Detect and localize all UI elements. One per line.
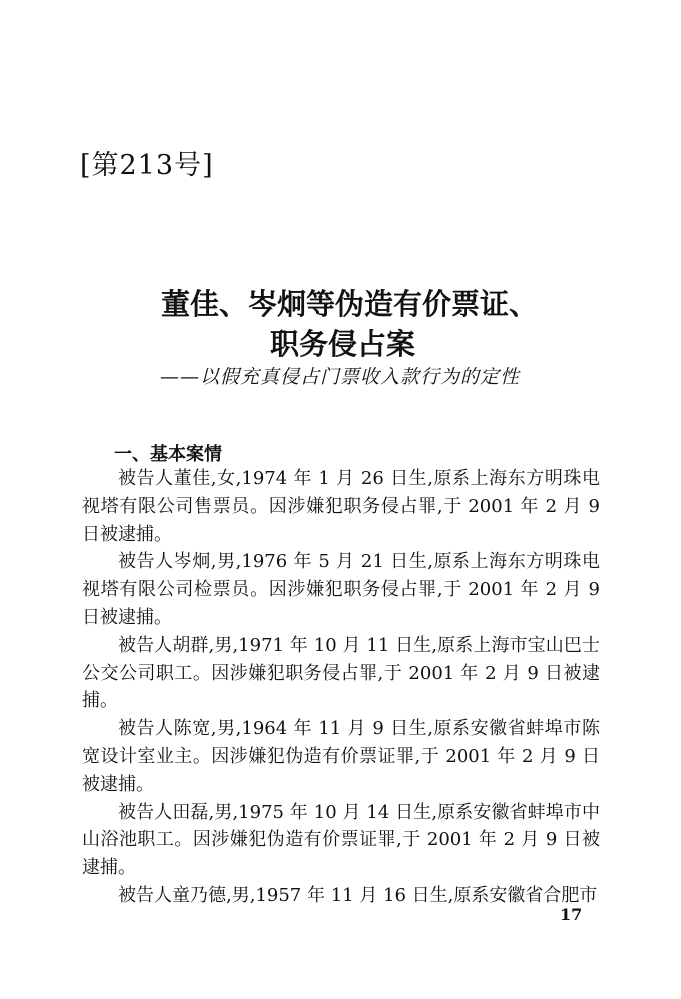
case-subtitle: ——以假充真侵占门票收入款行为的定性	[160, 366, 521, 388]
paragraph-defendant-cen: 被告人岑炯,男,1976 年 5 月 21 日生,原系上海东方明珠电视塔有限公司检票员。因涉嫌犯职务侵占罪,于 2001 年 2 月 9 日被逮捕。	[82, 551, 600, 628]
paragraph-defendant-hu: 被告人胡群,男,1971 年 10 月 11 日生,原系上海市宝山巴士公交公司职工。因涉嫌犯职务侵占罪,于 2001 年 2 月 9 日被逮捕。	[82, 634, 600, 712]
case-title-line-2: 职务侵占案	[269, 327, 415, 361]
case-number: [第213号]	[80, 150, 214, 181]
paragraph-defendant-dong: 被告人董佳,女,1974 年 1 月 26 日生,原系上海东方明珠电视塔有限公司售票员。因涉嫌犯职务侵占罪,于 2001 年 2 月 9 日被逮捕。	[82, 468, 600, 545]
page-number: 17	[560, 905, 583, 924]
paragraph-defendant-chen: 被告人陈宽,男,1964 年 11 月 9 日生,原系安徽省蚌埠市陈宽设计室业主。因涉嫌犯伪造有价票证罪,于 2001 年 2 月 9 日被逮捕。	[82, 718, 600, 795]
paragraph-defendant-tong: 被告人童乃德,男,1957 年 11 月 16 日生,原系安徽省合肥市	[118, 884, 598, 906]
case-title-line-1: 董佳、岑炯等伪造有价票证、	[160, 287, 538, 321]
paragraph-defendant-tian: 被告人田磊,男,1975 年 10 月 14 日生,原系安徽省蚌埠市中山浴池职工。因涉嫌犯伪造有价票证罪,于 2001 年 2 月 9 日被逮捕。	[82, 801, 600, 879]
case-body-text	[82, 465, 600, 910]
section-heading: 一、基本案情	[114, 444, 222, 465]
